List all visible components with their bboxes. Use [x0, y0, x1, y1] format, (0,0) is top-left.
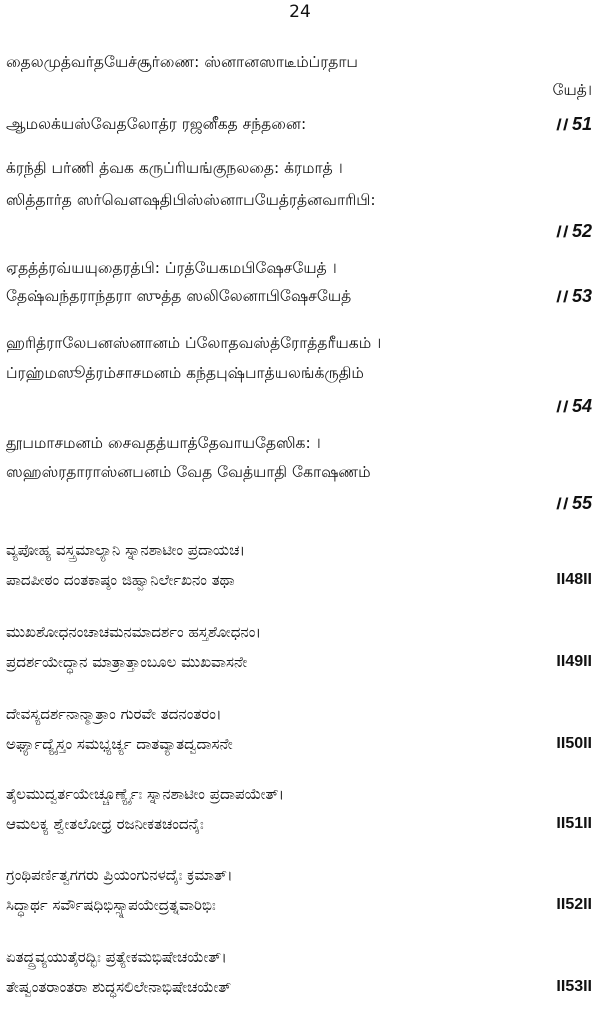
verse-line: ಪಾದಪೀಠಂ ದಂತಕಾಷ್ಠಂ ಜಿಹ್ವಾನಿರ್ಲೇಖನಂ ತಥಾ	[6, 571, 235, 589]
verse-number: II50II	[556, 735, 592, 752]
verse-line: ப்ரஹ்மஸூத்ரம்சாசமனம் கந்தபுஷ்பாத்யலங்க்ருதிம்	[6, 364, 364, 382]
verse-number: II49II	[556, 653, 592, 670]
verse-number: II53II	[556, 978, 592, 995]
verse-number: ।। 54	[553, 396, 592, 416]
verse-line: ಏತದ್ದ್ರವ್ಯಯುತೈರದ್ಭಿಃ ಪ್ರತ್ಯೇಕಮಭಿಷೇಚಯೇತ್।	[6, 948, 227, 966]
verse-line: ஹரித்ராலேபனஸ்னானம் ப்லோதவஸ்த்ரோத்தரீயகம் ।	[6, 334, 382, 352]
verse-number: II52II	[556, 896, 592, 913]
verse-number: ।। 51	[553, 114, 592, 134]
verse-line: க்ரந்தி பர்ணி த்வக கருப்ரியங்குநலதை: க்ரமாத் ।	[6, 159, 343, 177]
verse-line: ஆமலக்யஸ்வேதலோத்ர ரஜனீகத சந்தனை:	[6, 115, 307, 133]
verse-number: ।। 53	[553, 286, 592, 306]
verse-line: தைலமுத்வர்தயேச்சூர்ணை: ஸ்னானஸாடீம்ப்ரதாப	[6, 53, 358, 71]
verse-line: ದೇವಸ್ಯದರ್ಶನಾನ್ಮಾತ್ರಾಂ ಗುರವೇ ತದನಂತರಂ।	[6, 705, 222, 723]
verse-number: II48II	[556, 571, 592, 588]
verse-line: ಮುಖಶೋಧನಂಚಾಚಮನಮಾದರ್ಶಂ ಹಸ್ತಶೋಧನಂ।	[6, 623, 262, 641]
verse-line: ಅರ್ಘ್ಯಾದ್ಯೈಸ್ತಂ ಸಮಭ್ಯರ್ಚ್ಯ ದಾತವ್ಯಾತದ್ವದಾಸನೇ	[6, 735, 233, 753]
verse-number: ।। 55	[553, 493, 592, 513]
verse-line: ಗ್ರಂಥಿಪರ್ಣಿತ್ವಗಗರು ಪ್ರಿಯಂಗುನಳದೈಃ ಕ್ರಮಾತ್।	[6, 866, 233, 884]
verse-line: ஏதத்த்ரவ்யயுதைரத்பி: ப்ரத்யேகமபிஷேசயேத் ।	[6, 259, 337, 277]
verse-line: ಪ್ರದರ್ಶಯೇದ್ಧಾನ ಮಾತ್ರಾತ್ತಾಂಬೂಲ ಮುಖವಾಸನೇ	[6, 653, 248, 671]
verse-line: ಸಿದ್ಧಾರ್ಥ ಸರ್ವೌಷಧಿಭಿಸ್ಸ್ನಾಪಯೇದ್ರತ್ನವಾರಿಭಿಃ	[6, 896, 216, 914]
verse-line: யேத்।	[552, 81, 592, 99]
verse-number: ।। 52	[553, 221, 592, 241]
verse-line: ஸித்தார்த ஸர்வௌஷதிபிஸ்ஸ்னாபயேத்ரத்னவாரிபி:	[6, 191, 376, 209]
verse-line: ತೇಷ್ವಂತರಾಂತರಾ ಶುದ್ಧಸಲಿಲೇನಾಭಿಷೇಚಯೇತ್	[6, 978, 232, 996]
verse-line: ತೈಲಮುದ್ವರ್ತಯೇಚ್ಚೂರ್ಣ್ಯೈಃ ಸ್ನಾನಶಾಟೀಂ ಪ್ರದಾಪಯೇತ್।	[6, 785, 285, 803]
verse-line: ಆಮಲಕ್ಯ ಶ್ವೇತಲೋಧ್ರ ರಜನೀಕತಚಂದನೈಃ	[6, 815, 204, 833]
page-number: 24	[289, 2, 311, 22]
verse-line: தூபமாசமனம் சைவதத்யாத்தேவாயதேஸிக: ।	[6, 434, 321, 452]
verse-line: தேஷ்வந்தராந்தரா ஸுத்த ஸலிலேனாபிஷேசயேத்	[6, 287, 352, 305]
verse-line: ವ್ಯಪೋಹ್ಯ ವಸ್ತ್ರಮಾಲ್ಯಾನಿ ಸ್ನಾನಶಾಟೀಂ ಪ್ರದಾಯಚ।	[6, 541, 246, 559]
verse-number: II51II	[556, 815, 592, 832]
verse-line: ஸஹஸ்ரதாராஸ்னபனம் வேத வேத்யாதி கோஷணம்	[6, 463, 371, 481]
